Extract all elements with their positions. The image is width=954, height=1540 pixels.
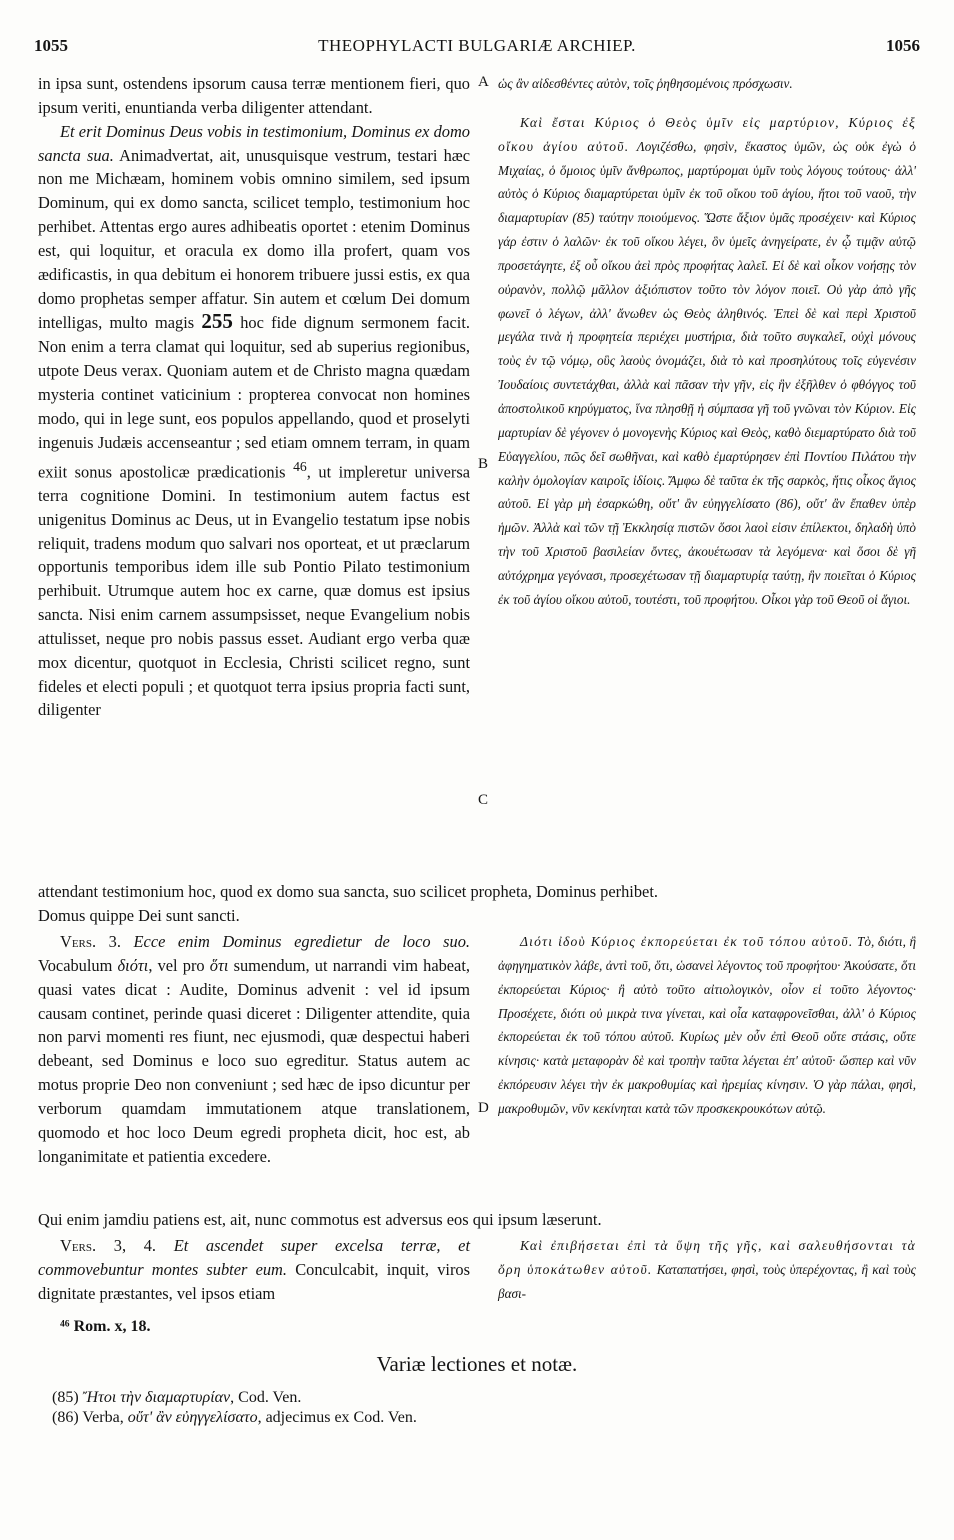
greek-lemma: Καὶ ἔσται Κύριος ὁ Θεὸς ὑμῖν εἰς μαρτύριον, Κύριος ἐξ οἴκου ἁγίου αὐτοῦ.	[498, 114, 916, 154]
footnote-ref: 46	[293, 458, 307, 474]
verse-label: Vers. 3.	[60, 932, 121, 951]
latin-lemma: Et erit Dominus Deus vobis in testimonium, Dominus ex domo sancta sua.	[38, 121, 470, 165]
margin-letter-d: D	[478, 1100, 489, 1116]
latin-column	[38, 72, 470, 722]
footnote: ⁴⁶ Rom. x, 18.	[60, 1318, 151, 1335]
latin-verse-3: Vers. 3. Ecce enim Dominus egredietur de loco suo. Vocabulum διότι, vel pro ὅτι sumendum, ut narrandi vim habeat, quasi vates dicat : Audite, Dominus advenit : vel id ipsum causam continet, perinde quasi diceret : Diligenter attendite, quia non parvi momenti res fiunt, nec ejusmodi, quæ despectui haberi debeant, sed Dominus e loco suo egreditur. Status autem ac motus proprie Deo non conveniunt ; sed hæc de ipso dicuntur per verborum quamdam immutationem atque translationem, quomodo et hoc loco Deum egredi propheta dicit, hoc est, ab longanimitate et patientia excedere.	[38, 932, 470, 1166]
latin-paragraph-2: Et erit Dominus Deus vobis in testimonium, Dominus ex domo sancta sua. Animadvertat, ait, unusquisque vestrum, testari hæc non me Michæam, hominem vobis omnino similem, sed ipsum Dominum, qui ex domo sancta, scilicet templo, testimonium hoc perhibet. Attentas ergo aures adhibeatis oportet : etenim Dominus est, qui loquitur, et oracula ex domo illa profert, quam vos ædificastis, in qua debitum ei honorem tribuere jussi estis, ex qua domo prophetas semper affatur. Sin autem et cœlum Dei domum intelligas, multo magis 255 hoc fide dignum sermonem facit. Non enim a terra clamat qui loquitur, sed ab superius regionibus, utpote Deus verax. Quoniam autem et de Christo magna quædam mysteria continet vaticinium : propterea convocat non homines modo, qui in lege sunt, eos populos appellando, quod et proselyti ingenuis Judæis accenseantur ; sed etiam omnem terram, in quam exiit sonus apostolicæ prædicationis $^{46}$, ut impleretur universa terra cognitione Domini. In testimonium autem factus est unigenitus Dominus ac Deus, ut in Evangelio testatum ipse nobis reliquit, tradens modum quo salvari nos oporteat, et ut præclarum opportunis temporibus idem ille sub Pontio Pilato testimonium perhibuit. Utrumque autem hoc ex carne, quæ domus est ipsius sancta. Nisi enim carnem assumpsisset, neque Evangelium nobis attulisset, neque pro nobis passus esset. Audiant ergo verba quæ mox dicentur, quotquot in Ecclesia, Christi scilicet regno, sunt fideles et electi populi ; et quotquot terra ipsius propria facti sunt, diligenter	[38, 121, 470, 720]
greek-verse-4: Καὶ ἐπιβήσεται ἐπὶ τὰ ὕψη τῆς γῆς, καὶ σαλευθήσονται τὰ ὄρη ὑποκάτωθεν αὐτοῦ. Καταπατήσει, φησὶ, τοὺς ὑπερέχοντας, ἢ καὶ τοὺς βασι-	[498, 1238, 916, 1301]
greek-verse-3: Διότι ἰδοὺ Κύριος ἐκπορεύεται ἐκ τοῦ τόπου αὐτοῦ. Τὸ, διότι, ἢ ἀφηγηματικὸν λάβε, ἀντὶ τοῦ, ὅτι, ὡσανεὶ λέγοντος τοῦ προφήτου· Ἀκούσατε, ὅτι ἐκπορεύεται Κύριος· ἢ αὐτὸ τοῦτο αἰτιολογικὸν, οἷον εἰ τοῦτο λέγοντος· Προσέχετε, διότι οὐ μικρὰ τινα γίνεται, καὶ οἷα καταφρονεῖσθαι, ἀλλ' ὁ Κύριος ἐκπορεύεται ἐκ τοῦ τόπου αὐτοῦ. Κυρίως μὲν οὖν ἐπὶ Θεοῦ οὔτε στάσις, οὔτε κίνησις· κατὰ μεταφορὰν δὲ καὶ τροπὴν ταῦτα λέγεται ἐπ' αὐτοῦ· ὥσπερ καὶ νῦν ἐκπόρευσιν λέγει τὴν ἐκ μακροθυμίας καὶ ἠρεμίας κίνησιν. Ὁ γὰρ πάλαι, φησὶ, μακροθυμῶν, νῦν κεκίνηται κατὰ τῶν προσκεκρουκότων αὐτῷ.	[498, 934, 917, 1116]
page-header	[34, 36, 920, 66]
column-number: 255	[201, 309, 233, 334]
greek-paragraph-1: ὡς ἂν αἰδεσθέντες αὐτὸν, τοῖς ῥηθησομένοις πρόσχωσιν.	[498, 76, 793, 91]
note-85: (85) Ἤτοι τὴν διαμαρτυρίαν, Cod. Ven.	[52, 1389, 302, 1406]
latin-verse-4: Vers. 3, 4. Et ascendet super excelsa terræ, et commovebuntur montes subter eum. Conculcabit, inquit, viros dignitate præstantes, vel ipsos etiam	[38, 1236, 471, 1303]
greek-lemma-4: Καὶ ἐπιβήσεται ἐπὶ τὰ ὕψη τῆς γῆς, καὶ σαλευθήσονται τὰ ὄρη ὑποκάτωθεν αὐτοῦ.	[498, 1238, 916, 1277]
full-width-line-2: Domus quippe Dei sunt sancti.	[38, 906, 240, 925]
greek-paragraph-2: Καὶ ἔσται Κύριος ὁ Θεὸς ὑμῖν εἰς μαρτύριον, Κύριος ἐξ οἴκου ἁγίου αὐτοῦ. Λογιζέσθω, φησὶν, ἕκαστος ὑμῶν, ὡς οὐκ ἐγὼ ὁ Μιχαίας, ὁ ὅμοιος ὑμῖν ἄνθρωπος, μαρτύρομαι ὑμῖν τοὺς λόγους τούτους· ἀλλ' αὐτὸς ὁ Κύριος διαμαρτύρεται ὑμῖν ἐκ τοῦ οἴκου τοῦ ἁγίου, ἤτοι τοῦ ναοῦ, τὴν διαμαρτυρίαν (85) ταύτην ποιούμενος. Ὥστε ἄξιον ὑμᾶς προσέχειν· καὶ Κύριος γάρ ἐστιν ὁ λαλῶν· ἐκ τοῦ οἴκου λέγει, ὃν ὑμεῖς ἀνηγείρατε, ἐν ᾧ τιμᾷν αὐτῷ προσετάγητε, ἐξ οὗ οἴκου ἀεὶ πρὸς προφήτας λαλεῖ. Εἰ δὲ καὶ οἶκον νοήσῃς τὸν οὐρανὸν, πολλῷ μᾶλλον ἀξιόπιστον τοῦτο τὸν λόγον ποιεῖ. Οὐ γὰρ ἀπὸ γῆς φωνεῖ ὁ λέγων, ἀλλ' ἄνωθεν ὡς Θεὸς ἀληθινός. Ἐπεὶ δὲ καὶ περὶ Χριστοῦ μεγάλα τινὰ ἡ προφητεία περιέχει μυστήρια, διὰ τοῦτο συγκαλεῖ, οὐχὶ μόνους τοὺς ἐν τῷ νόμῳ, οὓς λαοὺς ὀνομάζει, διὰ τὸ καὶ προσηλύτους τοῖς εὐγενέσιν Ἰουδαίοις συντετάχθαι, ἀλλὰ καὶ πᾶσαν τὴν γῆν, εἰς ἣν ἐξῆλθεν ὁ φθόγγος τοῦ ἀποστολικοῦ κηρύγματος, ἵνα πλησθῇ ἡ σύμπασα γῆ τοῦ γνῶναι τὸν Κύριον. Εἰς μαρτυρίαν δὲ γέγονεν ὁ μονογενὴς Κύριος καὶ Θεὸς, καθὸ διεμαρτύρατο διὰ τοῦ Εὐαγγελίου, πῶς δεῖ σωθῆναι, καὶ καθὸ ἐμαρτύρησεν ἐπὶ Ποντίου Πιλάτου τὴν καλὴν ὁμολογίαν καιροῖς ἰδίοις. Ἄμφω δὲ ταῦτα ἐκ τῆς σαρκὸς, ἥτις οἶκος ἅγιος αὐτοῦ. Εἰ γὰρ μὴ ἐσαρκώθη, οὔτ' ἂν εὐηγγελίσατο (86), οὔτ' ἂν ἔπαθεν ὑπὲρ ἡμῶν. Ἀλλὰ καὶ τῶν τῇ Ἐκκλησίᾳ πιστῶν ὅσοι λαοὶ εἰσιν ἐπίλεκτοι, δηλαδὴ ὑπὸ τὴν τοῦ Χριστοῦ βασιλείαν ὄντες, ἀκουέτωσαν τὰ λεγόμενα· καὶ ὅσοι δὲ γῆ αὐτόχρημα γεγόνασι, προσεχέτωσαν τῇ διαμαρτυρίᾳ ταύτῃ, ἣν ποιεῖται ὁ Κύριος ἐκ τοῦ ἁγίου οἴκου αὐτοῦ, τουτέστι, τοῦ προφήτου. Οἶκοι γὰρ τοῦ Θεοῦ οἱ ἅγιοι.	[498, 114, 917, 607]
margin-letter-c: C	[478, 792, 489, 808]
latin-paragraph-1: in ipsa sunt, ostendens ipsorum causa terræ mentionem fieri, quo ipsum veriti, enuntianda verba diligenter attendant.	[38, 74, 470, 117]
margin-letter-a: A	[478, 74, 489, 90]
page-number-right: 1056	[886, 36, 920, 55]
note-ref-85: (85)	[572, 210, 595, 226]
variae-title: Variæ lectiones et notæ.	[376, 1352, 578, 1376]
greek-lemma-3: Διότι ἰδοὺ Κύριος ἐκπορεύεται ἐκ τοῦ τόπου αὐτοῦ.	[520, 934, 854, 949]
full-width-line-3: Qui enim jamdiu patiens est, ait, nunc commotus est adversus eos qui ipsum læserunt.	[38, 1210, 602, 1229]
variae-notes	[52, 1388, 417, 1428]
page-number-left: 1055	[34, 36, 68, 55]
note-86: (86) Verba, οὔτ' ἂν εὐηγγελίσατο, adjecimus ex Cod. Ven.	[52, 1409, 417, 1426]
margin-letter-b: B	[478, 456, 489, 472]
full-width-line-1: attendant testimonium hoc, quod ex domo sua sancta, suo scilicet propheta, Dominus perhibet.	[38, 882, 658, 901]
verse-label-2: Vers. 3, 4.	[60, 1236, 157, 1255]
running-title: THEOPHYLACTI BULGARIÆ ARCHIEP.	[318, 36, 636, 55]
note-ref-86: (86)	[775, 496, 798, 512]
greek-column	[498, 72, 916, 612]
